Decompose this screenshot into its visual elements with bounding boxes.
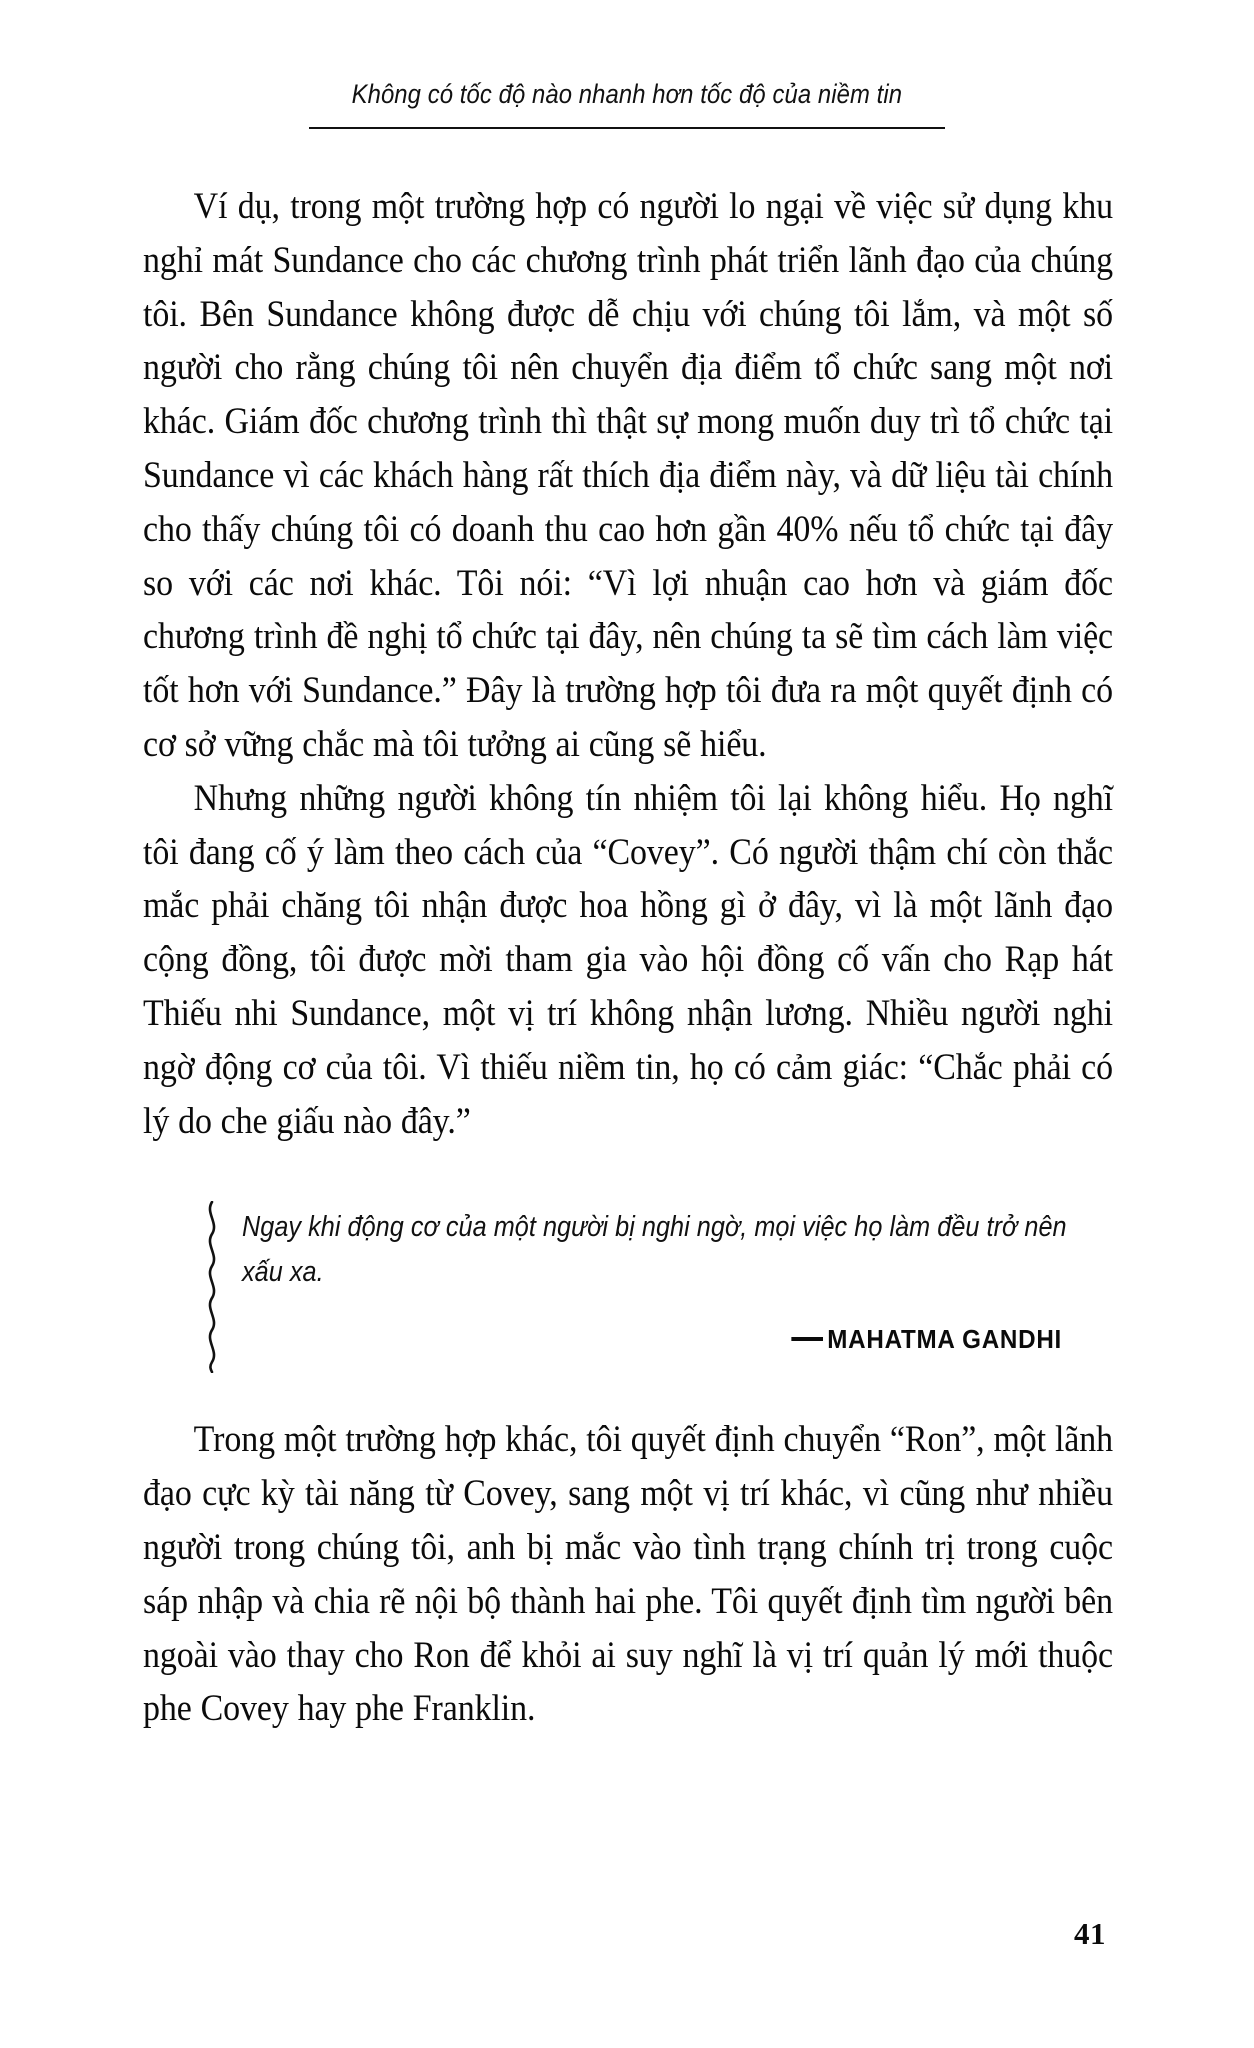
em-dash-icon [791,1337,823,1341]
page-content [143,180,1113,1736]
pull-quote-text: Ngay khi động cơ của một người bị nghi ngờ, mọi việc họ làm đều trở nên xấu xa. [242,1211,1067,1289]
page-number: 41 [1074,1916,1106,1951]
body-paragraph-2: Nhưng những người không tín nhiệm tôi lại không hiểu. Họ nghĩ tôi đang cố ý làm theo cách của “Covey”. Có người thậm chí còn thắc mắc phải chăng tôi nhận được hoa hồng gì ở đây, vì là một lãnh đạo cộng đồng, tôi được mời tham gia vào hội đồng cố vấn cho Rạp hát Thiếu nhi Sundance, một vị trí không nhận lương. Nhiều người nghi ngờ động cơ của tôi. Vì thiếu niềm tin, họ có cảm giác: “Chắc phải có lý do che giấu nào đây.” [143,777,1114,1142]
pull-quote-block [200,1197,1080,1369]
running-header-title: Không có tốc độ nào nhanh hơn tốc độ của niềm tin [351,79,903,109]
pull-quote-attribution-name: MAHATMA GANDHI [827,1324,1062,1355]
wavy-brace-icon [200,1201,224,1373]
header-divider-rule [309,127,945,129]
pull-quote-attribution [299,1324,1062,1355]
body-paragraph-1: Ví dụ, trong một trường hợp có người lo ngại về việc sử dụng khu nghỉ mát Sundance cho các chương trình phát triển lãnh đạo của chúng tôi. Bên Sundance không được dễ chịu với chúng tôi lắm, và một số người cho rằng chúng tôi nên chuyển địa điểm tổ chức sang một nơi khác. Giám đốc chương trình thì thật sự mong muốn duy trì tổ chức tại Sundance vì các khách hàng rất thích địa điểm này, và dữ liệu tài chính cho thấy chúng tôi có doanh thu cao hơn gần 40% nếu tổ chức tại đây so với các nơi khác. Tôi nói: “Vì lợi nhuận cao hơn và giám đốc chương trình đề nghị tổ chức tại đây, nên chúng ta sẽ tìm cách làm việc tốt hơn với Sundance.” Đây là trường hợp tôi đưa ra một quyết định có cơ sở vững chắc mà tôi tưởng ai cũng sẽ hiểu. [143,186,1114,765]
body-paragraph-3: Trong một trường hợp khác, tôi quyết định chuyển “Ron”, một lãnh đạo cực kỳ tài năng từ Covey, sang một vị trí khác, vì cũng như nhiều người trong chúng tôi, anh bị mắc vào tình trạng chính trị trong cuộc sáp nhập và chia rẽ nội bộ thành hai phe. Tôi quyết định tìm người bên ngoài vào thay cho Ron để khỏi ai suy nghĩ là vị trí quản lý mới thuộc phe Covey hay phe Franklin. [143,1419,1114,1730]
running-header [0,80,1254,109]
pull-quote-body [242,1197,1080,1355]
